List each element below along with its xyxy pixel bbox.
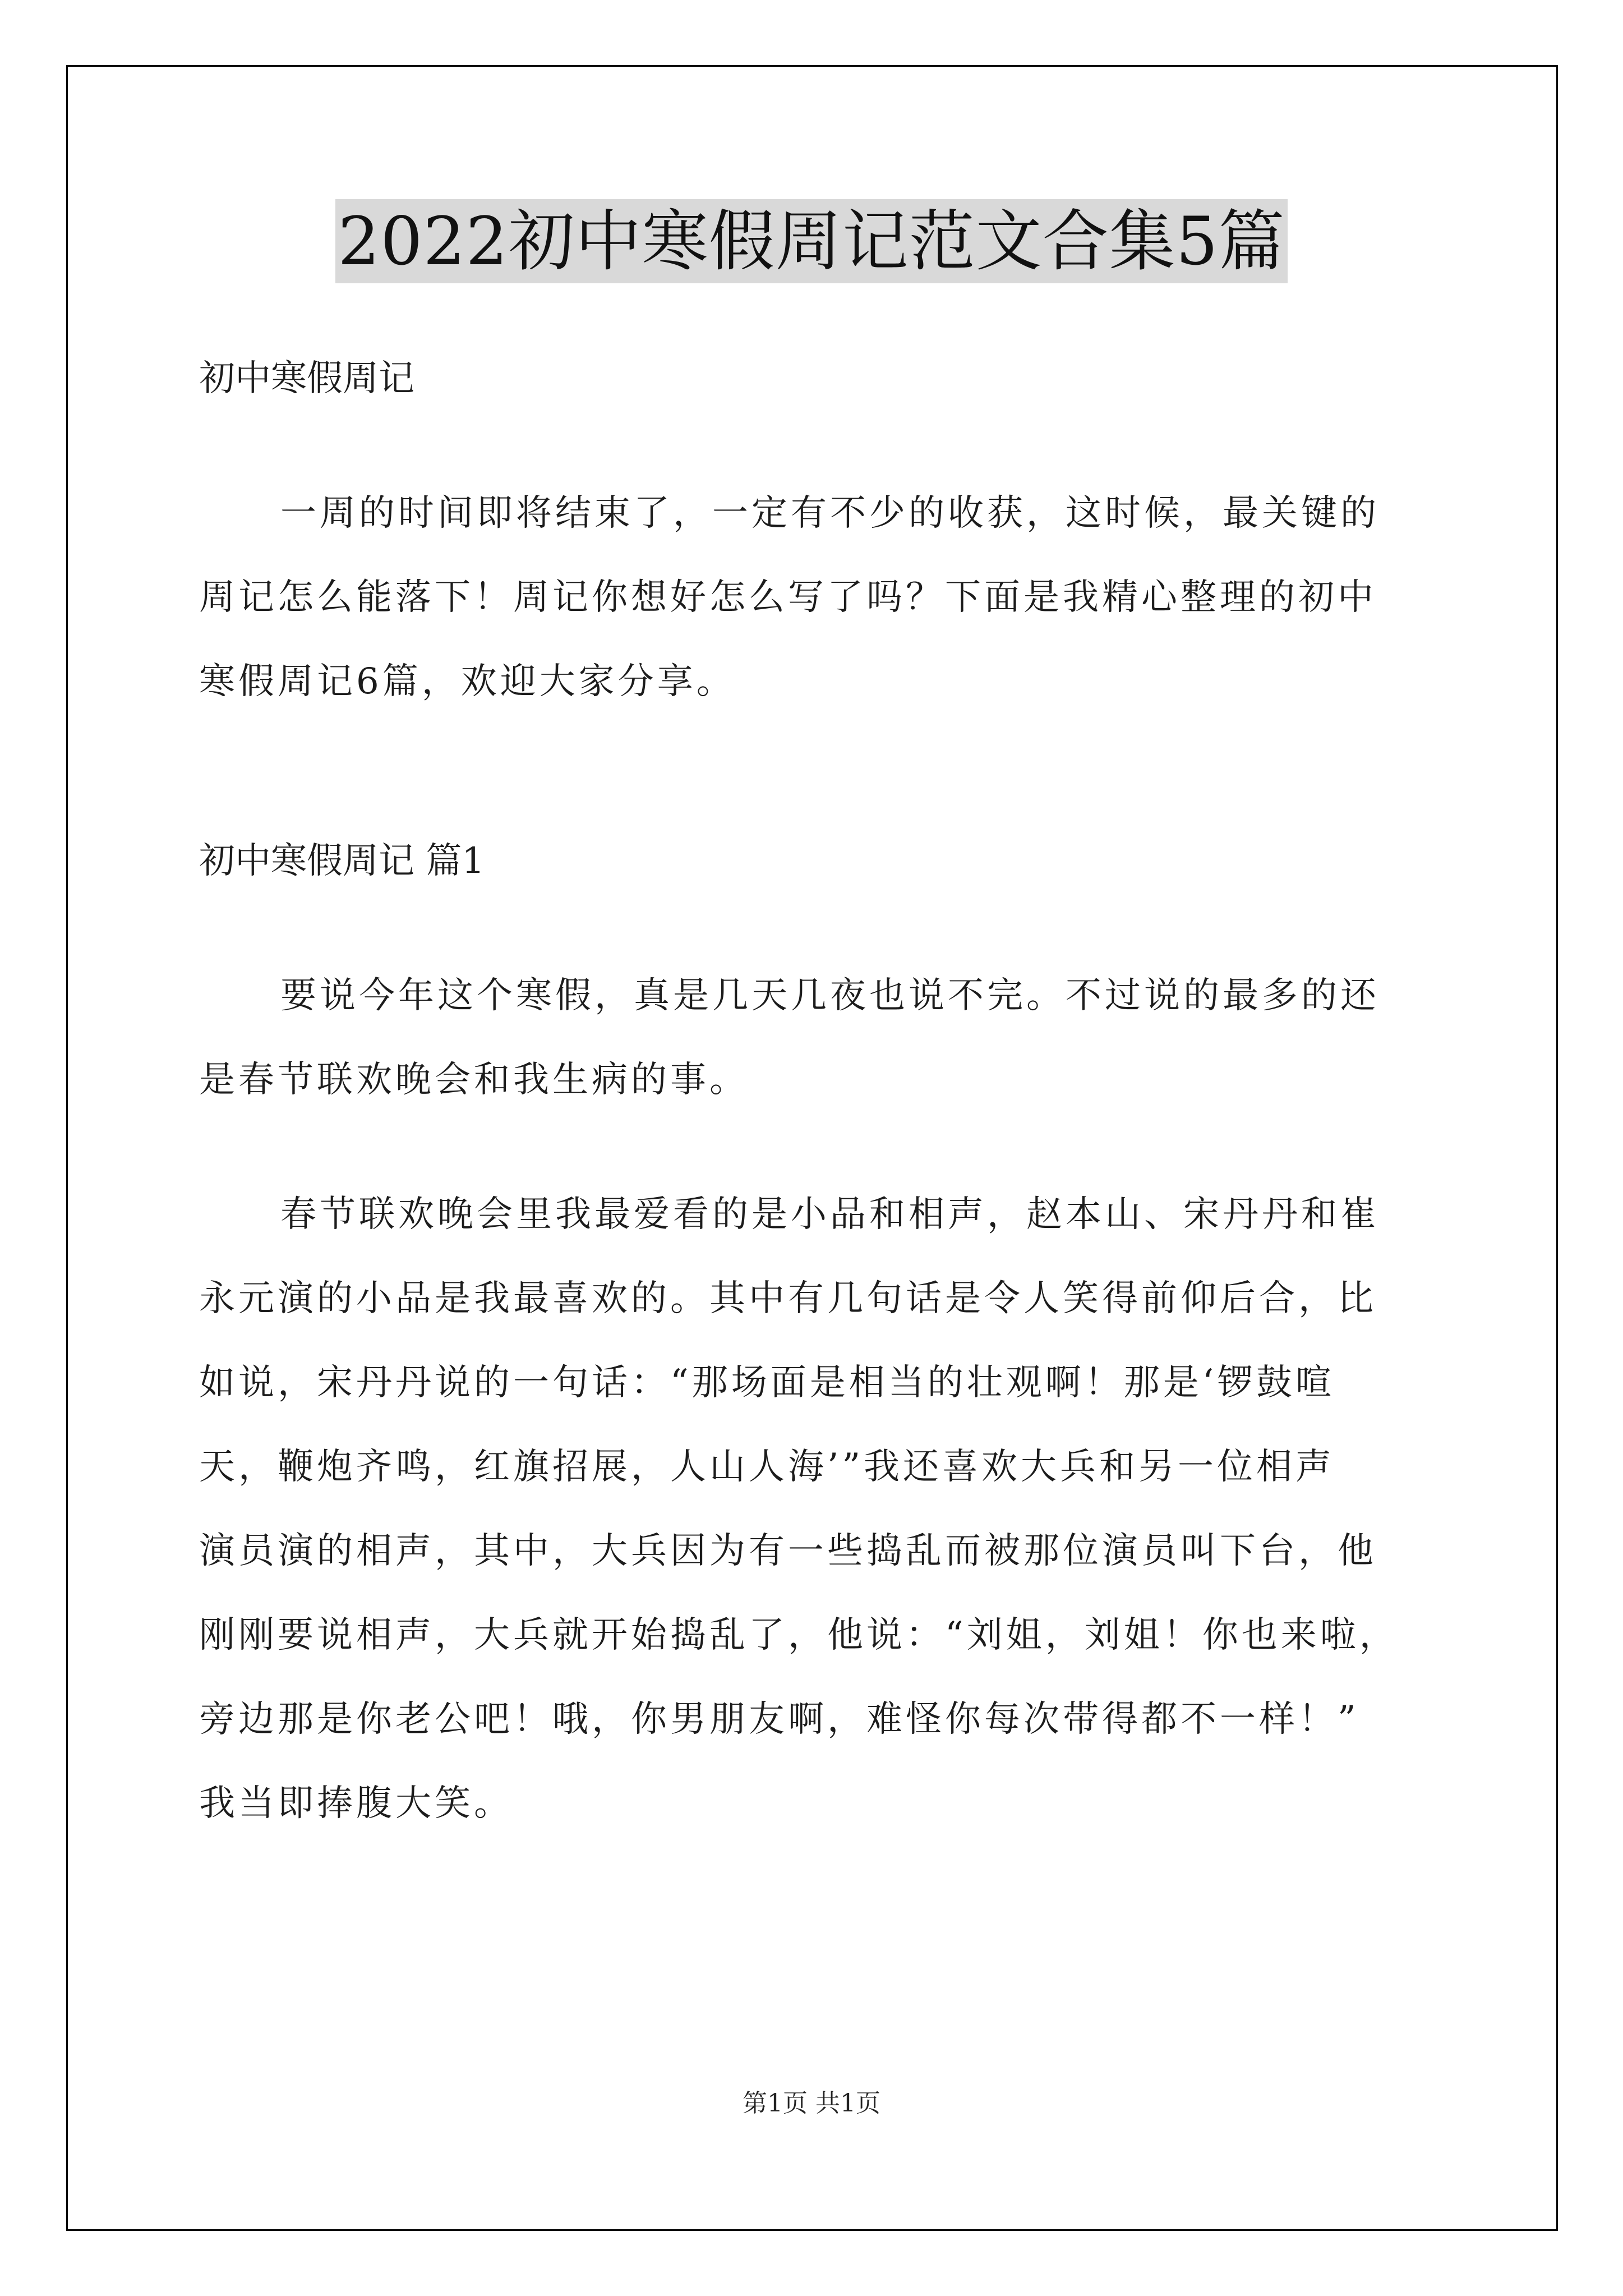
paragraph-line: 演员演的相声，其中，大兵因为有一些捣乱而被那位演员叫下台，他	[199, 1530, 1377, 1572]
paragraph-line: 春节联欢晚会里我最爱看的是小品和相声，赵本山、宋丹丹和崔	[280, 1194, 1380, 1235]
spacer	[199, 724, 1427, 819]
spacer	[199, 421, 1427, 471]
intro-line: 周记怎么能落下！周记你想好怎么写了吗？下面是我精心整理的初中	[199, 577, 1377, 618]
document-title: 2022初中寒假周记范文合集5篇	[335, 199, 1287, 283]
document-body	[199, 337, 1427, 1846]
spacer	[199, 903, 1427, 954]
intro-heading: 初中寒假周记	[199, 358, 414, 399]
intro-line: 寒假周记6篇，欢迎大家分享。	[199, 661, 736, 702]
page-footer: 第1页 共1页	[743, 2089, 880, 2118]
paragraph-line: 刚刚要说相声，大兵就开始捣乱了，他说：“刘姐，刘姐！你也来啦，	[199, 1614, 1399, 1656]
paragraph-line: 是春节联欢晚会和我生病的事。	[199, 1059, 749, 1101]
paragraph-line: 如说，宋丹丹说的一句话：“那场面是相当的壮观啊！那是‘锣鼓喧	[199, 1362, 1335, 1404]
paragraph-line: 我当即捧腹大笑。	[199, 1783, 513, 1824]
section-heading: 初中寒假周记 篇1	[199, 840, 485, 882]
spacer	[199, 1122, 1427, 1172]
paragraph-line: 永元演的小品是我最喜欢的。其中有几句话是令人笑得前仰后合，比	[199, 1278, 1377, 1319]
intro-line: 一周的时间即将结束了，一定有不少的收获，这时候，最关键的	[280, 493, 1380, 534]
title-container	[0, 199, 1623, 283]
paragraph-line: 天，鞭炮齐鸣，红旗招展，人山人海’”我还喜欢大兵和另一位相声	[199, 1446, 1335, 1488]
paragraph-line: 要说今年这个寒假，真是几天几夜也说不完。不过说的最多的还	[280, 975, 1380, 1016]
paragraph-line: 旁边那是你老公吧！哦，你男朋友啊，难怪你每次带得都不一样！”	[199, 1699, 1359, 1740]
